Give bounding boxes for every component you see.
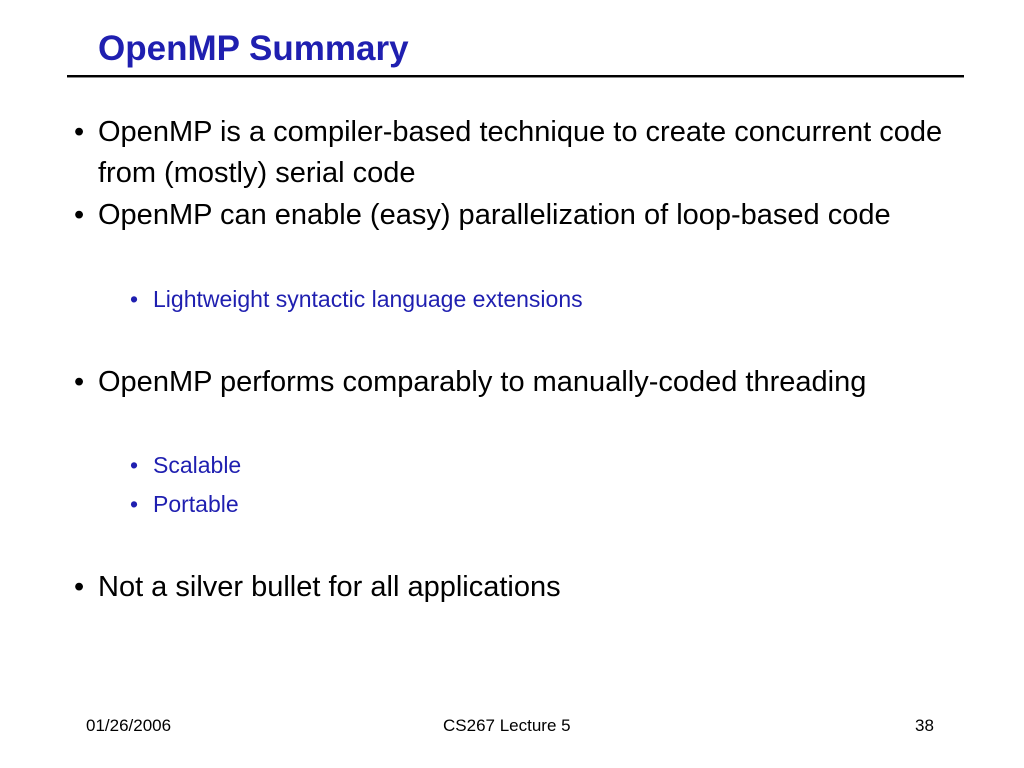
- footer-page-number: 38: [915, 716, 934, 735]
- bullet-item: [74, 362, 964, 403]
- sub-bullet-text: Scalable: [153, 452, 242, 478]
- bullet-dot: •: [74, 199, 85, 231]
- bullet-text: Not a silver bullet for all applications: [98, 571, 561, 603]
- bullet-text: OpenMP performs comparably to manually-coded threading: [98, 366, 867, 398]
- sub-bullet-item: [130, 284, 950, 314]
- sub-bullet-dot: •: [130, 286, 139, 312]
- footer-course-title: CS267 Lecture 5: [443, 716, 571, 735]
- sub-bullet-dot: •: [130, 491, 139, 517]
- bullet-dot: •: [74, 571, 85, 603]
- sub-bullet-dot: •: [130, 452, 139, 478]
- bullet-text: OpenMP can enable (easy) parallelization of loop-based code: [98, 199, 891, 231]
- sub-bullet-item: [130, 450, 950, 480]
- bullet-item: [74, 195, 964, 236]
- bullet-dot: •: [74, 116, 85, 148]
- sub-bullet-text: Portable: [153, 491, 239, 517]
- sub-bullet-item: [130, 489, 950, 519]
- bullet-dot: •: [74, 366, 85, 398]
- sub-bullet-text: Lightweight syntactic language extensions: [153, 286, 583, 312]
- footer-date: 01/26/2006: [86, 716, 172, 735]
- bullet-item: [74, 112, 964, 194]
- bullet-text: OpenMP is a compiler-based technique to create concurrent code from (mostly) serial code: [98, 116, 943, 189]
- title-underline: [67, 75, 964, 78]
- slide-title: OpenMP Summary: [98, 29, 409, 68]
- bullet-item: [74, 567, 964, 608]
